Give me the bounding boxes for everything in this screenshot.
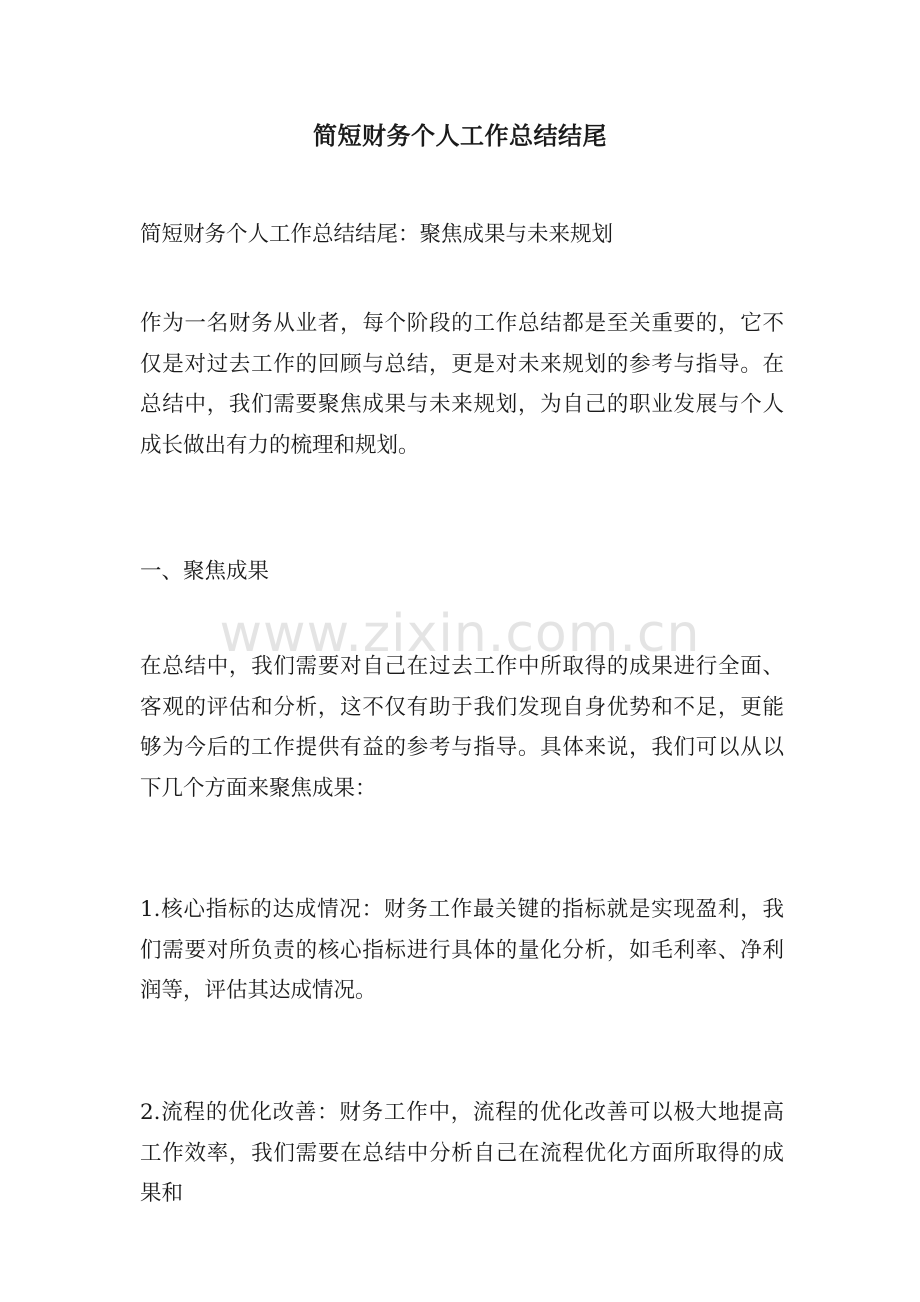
list-item-core-metrics: 1.核心指标的达成情况：财务工作最关键的指标就是实现盈利，我们需要对所负责的核心指标进行具体的量化分析，如毛利率、净利润等，评估其达成情况。 — [140, 897, 784, 1003]
document-subtitle: 简短财务个人工作总结结尾：聚焦成果与未来规划 — [140, 222, 614, 247]
list-item-process-optimization: 2.流程的优化改善：财务工作中，流程的优化改善可以极大地提高工作效率，我们需要在总结中分析自己在流程优化方面所取得的成果和 — [140, 1100, 784, 1206]
watermark-text: www.zixin.com.cn — [219, 604, 701, 664]
document-title: 简短财务个人工作总结结尾 — [313, 122, 607, 150]
intro-paragraph: 作为一名财务从业者，每个阶段的工作总结都是至关重要的，它不仅是对过去工作的回顾与总结，更是对未来规划的参考与指导。在总结中，我们需要聚焦成果与未来规划，为自己的职业发展与个人成长做出有力的梳理和规划。 — [140, 311, 784, 458]
section-heading-achievements: 一、聚焦成果 — [140, 559, 270, 584]
achievements-intro-paragraph: 在总结中，我们需要对自己在过去工作中所取得的成果进行全面、客观的评估和分析，这不仅有助于我们发现自身优势和不足，更能够为今后的工作提供有益的参考与指导。具体来说，我们可以从以下几个方面来聚焦成果： — [140, 654, 784, 801]
